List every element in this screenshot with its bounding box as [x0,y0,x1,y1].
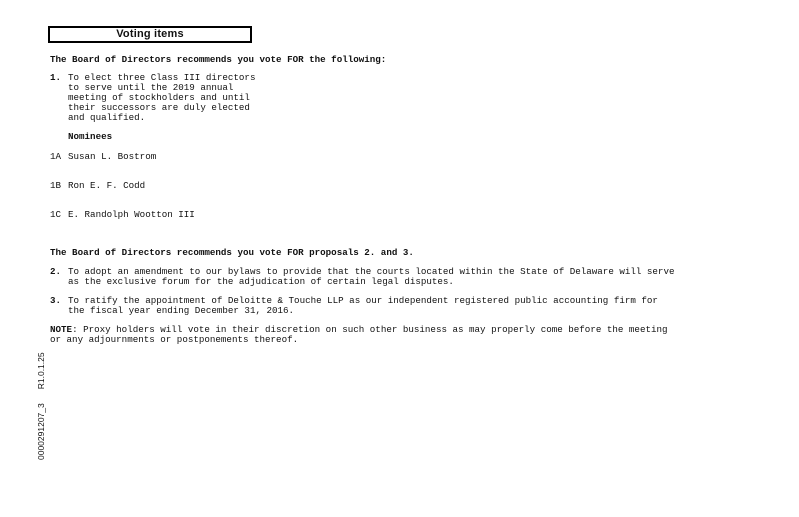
item2-line-1: To adopt an amendment to our bylaws to provide that the courts located within the State of Delaware will serve [68,266,675,277]
note-label: NOTE [50,324,73,335]
item2-line-2: as the exclusive forum for the adjudication of certain legal disputes. [68,276,454,287]
nominee-1c-name: E. Randolph Wootton III [68,209,195,220]
voting-items-title [48,26,252,43]
item1-line-5: and qualified. [68,112,146,123]
item1-line-1: To elect three Class III directors [68,72,256,83]
note-text-1: : Proxy holders will vote in their discretion on such other business as may properly come before the meeting [72,324,668,335]
section2-heading: The Board of Directors recommends you vote FOR proposals 2. and 3. [50,247,414,258]
revision-code: R1.0.1.25 [36,352,46,390]
doc-id: 0000291207_3 [36,403,46,460]
item1-line-3: meeting of stockholders and until [68,92,250,103]
item1-line-2: to serve until the 2019 annual [68,82,234,93]
item3-line-1: To ratify the appointment of Deloitte & Touche LLP as our independent registered public accounting firm for [68,295,658,306]
item3-number: 3. [50,295,62,306]
note-line-2: or any adjournments or postponements thereof. [50,334,299,345]
title-text: Voting items [116,28,184,40]
side-document-code [36,352,46,460]
item3-line-2: the fiscal year ending December 31, 2016. [68,305,295,316]
item1-number: 1. [50,72,62,83]
nominee-1c-code: 1C [50,209,62,220]
nominee-1b-name: Ron E. F. Codd [68,180,146,191]
nominee-1a-code: 1A [50,151,62,162]
nominee-1b-code: 1B [50,180,62,191]
nominee-1a-name: Susan L. Bostrom [68,151,157,162]
item2-number: 2. [50,266,62,277]
nominees-label: Nominees [68,131,113,142]
item1-line-4: their successors are duly elected [68,102,250,113]
section1-heading: The Board of Directors recommends you vote FOR the following: [50,54,387,65]
